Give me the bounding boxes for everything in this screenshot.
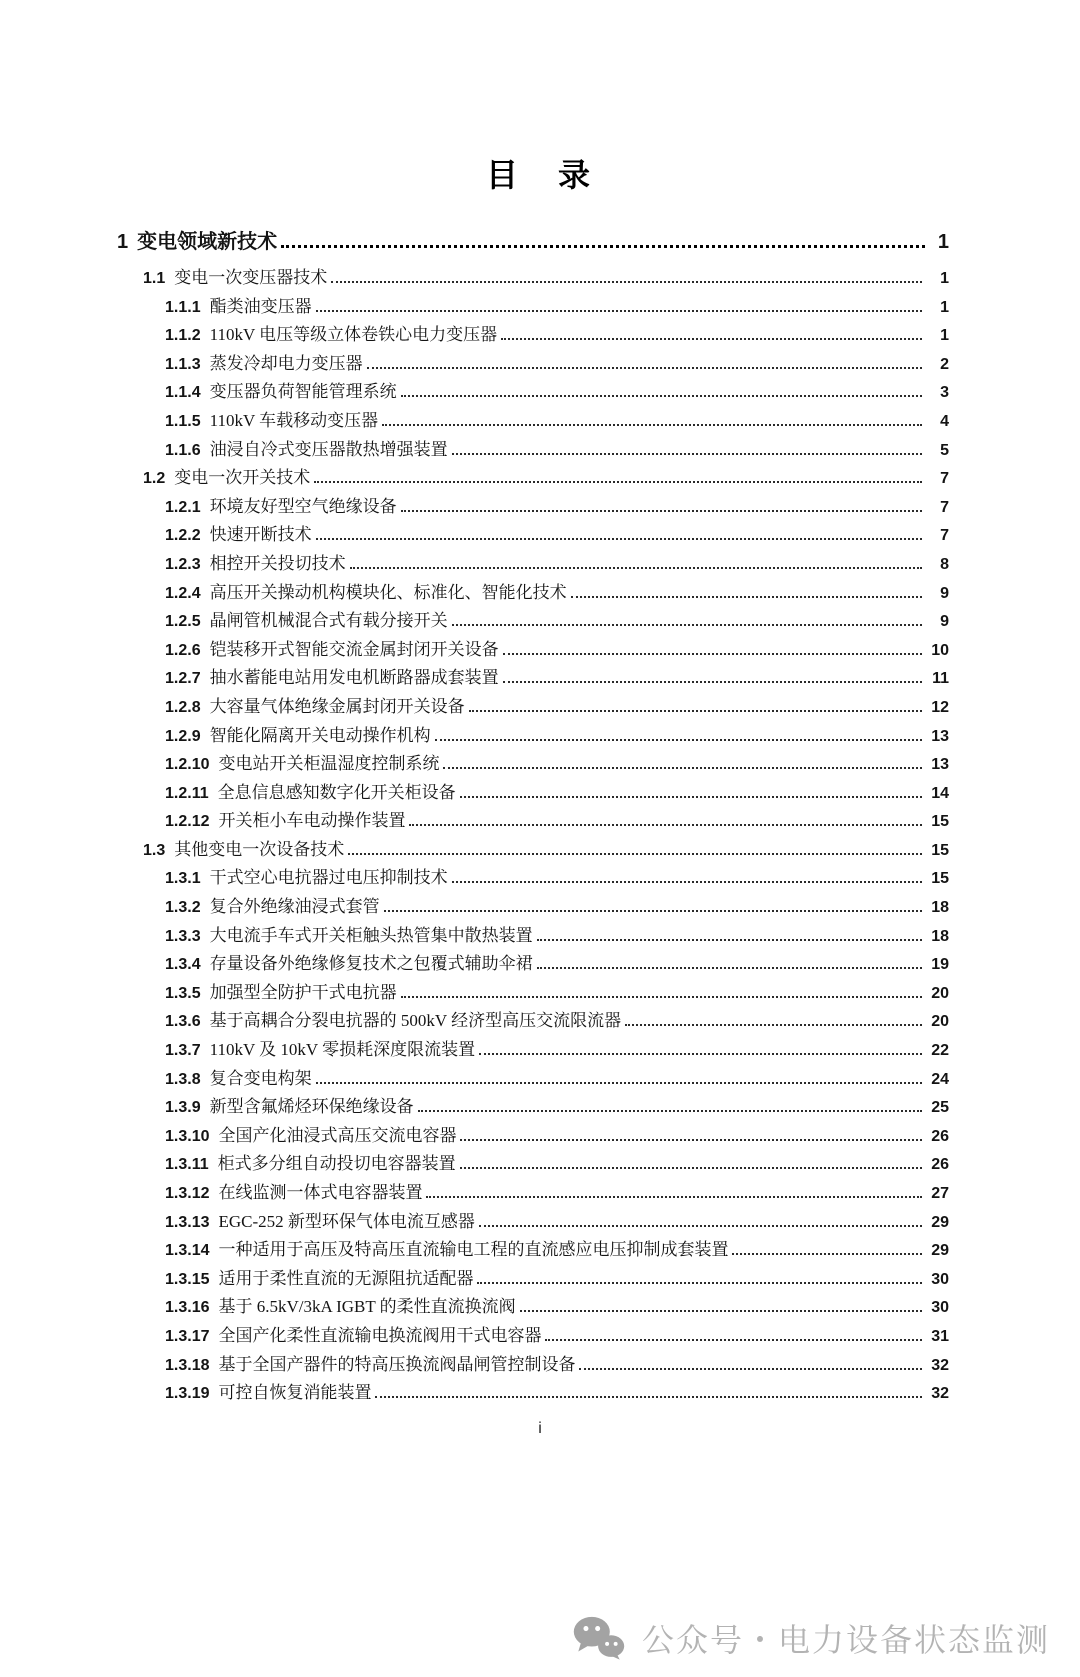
watermark-text: 公众号・电力设备状态监测 [641,1622,1050,1658]
dotted-leader [418,1110,922,1112]
toc-entry-number: 1.3 [143,841,166,859]
dotted-leader [384,910,922,912]
toc-entry-number: 1.3.17 [165,1327,210,1345]
toc-entry[interactable] [0,750,1080,779]
toc-entry-label: 110kV 及 10kV 零损耗深度限流装置 [209,1040,476,1060]
toc-entry-number: 1.3.10 [165,1127,210,1145]
toc-entry[interactable] [0,1265,1080,1294]
toc-entry-page: 5 [940,441,949,459]
toc-entry[interactable] [0,293,1080,322]
dotted-leader [316,1082,922,1084]
dotted-leader [350,567,922,569]
dotted-leader [537,939,922,941]
dotted-leader [545,1339,922,1341]
toc-entry[interactable] [0,550,1080,579]
toc-entry-number: 1.1.4 [165,384,201,402]
toc-entry-label: 变压器负荷智能管理系统 [209,382,397,402]
toc-entry-number: 1.3.19 [165,1385,210,1403]
toc-entry[interactable] [0,436,1080,465]
toc-entry-label: 加强型全防护干式电抗器 [209,982,397,1002]
toc-entry-page: 24 [931,1070,949,1088]
toc-entry[interactable] [0,1293,1080,1322]
toc-entry[interactable] [0,1208,1080,1237]
dotted-leader [452,624,922,626]
toc-entry-number: 1.3.5 [165,984,201,1002]
toc-entry-number: 1.3.18 [165,1356,210,1374]
wechat-icon [572,1615,626,1661]
dotted-leader [501,338,922,340]
toc-entry-page: 8 [940,555,949,573]
dotted-leader [503,653,922,655]
toc-entry-page: 13 [931,756,949,774]
toc-entry-number: 1.2 [143,470,166,488]
toc-entry-label: 大容量气体绝缘金属封闭开关设备 [209,696,465,716]
toc-entry-page: 14 [931,784,949,802]
toc-entry[interactable] [0,922,1080,951]
toc-entry-page: 32 [931,1356,949,1374]
toc-entry-label: 其他变电一次设备技术 [174,839,345,859]
toc-entry-page: 10 [931,641,949,659]
toc-entry[interactable] [0,1036,1080,1065]
toc-entry-number: 1.3.6 [165,1013,201,1031]
toc-entry-number: 1.3.12 [165,1185,210,1202]
footer-page-number: i [538,1419,542,1437]
toc-entry-number: 1.2.11 [165,784,209,802]
toc-entry-page: 1 [940,327,949,345]
toc-entry-label: 干式空心电抗器过电压抑制技术 [209,868,448,888]
dotted-leader [469,710,922,712]
toc-entry-label: 变电一次变压器技术 [174,268,328,287]
toc-entry[interactable] [0,893,1080,922]
dotted-leader [537,967,922,969]
toc-entry-number: 1.2.10 [165,756,210,774]
toc-entry-number: 1.2.5 [165,613,201,631]
toc-entry-page: 29 [931,1242,949,1260]
toc-entry-page: 11 [932,670,949,688]
toc-entry-label: 高压开关操动机构模块化、标准化、智能化技术 [209,582,567,602]
toc-entry-page: 1 [940,270,949,287]
toc-entry-page: 13 [931,727,949,745]
toc-entry[interactable] [0,1179,1080,1208]
toc-entry-label: 变电一次开关技术 [174,468,311,488]
toc-entry-page: 25 [931,1099,949,1117]
toc-entry-number: 1.3.13 [165,1213,210,1231]
toc-entry[interactable] [0,1122,1080,1151]
toc-entry-number: 1.1.2 [165,327,201,345]
toc-entry-page: 20 [931,1013,949,1031]
toc-entry-label: 可控自恢复消能装置 [218,1383,372,1403]
toc-entry-number: 1.2.12 [165,813,210,831]
toc-entry[interactable] [0,1322,1080,1351]
toc-entry-page: 15 [931,870,949,888]
toc-entry-label: 环境友好型空气绝缘设备 [209,496,397,516]
toc-entry-number: 1.3.9 [165,1099,201,1117]
toc-entry[interactable] [0,807,1080,836]
toc-entry-number: 1.3.4 [165,956,201,974]
dotted-leader [460,1139,922,1141]
toc-entry[interactable] [0,464,1080,493]
toc-entry-number: 1.3.8 [165,1070,201,1088]
toc-entry[interactable] [0,1007,1080,1036]
dotted-leader [281,245,925,248]
toc-entry-label: 存量设备外绝缘修复技术之包覆式辅助伞裙 [209,954,533,974]
toc-entry-page: 9 [940,613,949,631]
dotted-leader [452,453,922,455]
dotted-leader [503,681,922,683]
toc-entry-label: 蒸发冷却电力变压器 [209,353,363,373]
toc-entry-number: 1 [117,231,129,253]
toc-entry[interactable] [0,979,1080,1008]
toc-entry-page: 7 [940,470,949,488]
toc-page [0,150,1080,1677]
toc-entry-number: 1.2.3 [165,555,201,573]
toc-entry-label: 开关柜小车电动操作装置 [218,811,406,831]
toc-entry-label: 全国产化油浸式高压交流电容器 [218,1125,457,1145]
toc-entry-page: 7 [940,498,949,516]
watermark [572,1615,1050,1661]
toc-entry-label: 快速开断技术 [209,525,312,545]
dotted-leader [316,310,922,312]
toc-entry-label: 适用于柔性直流的无源阻抗适配器 [218,1268,474,1288]
dotted-leader [571,596,922,598]
toc-entry-number: 1.2.8 [165,698,201,716]
toc-entry[interactable] [0,836,1080,865]
toc-entry-number: 1.3.14 [165,1242,210,1260]
toc-entry-number: 1.2.7 [165,670,201,688]
toc-entry-label: EGC-252 新型环保气体电流互感器 [218,1211,475,1231]
toc-entry[interactable] [0,607,1080,636]
toc-entry-number: 1.1.5 [165,412,201,430]
dotted-leader [625,1024,922,1026]
toc-entry-number: 1.1.1 [165,298,201,316]
toc-entry[interactable] [0,950,1080,979]
toc-entry[interactable] [0,636,1080,665]
toc-entry[interactable] [0,864,1080,893]
toc-entry[interactable] [0,1150,1080,1179]
dotted-leader [435,739,922,741]
toc-entry[interactable] [0,493,1080,522]
toc-entry-page: 4 [940,412,949,430]
toc-entry-label: 110kV 车载移动变压器 [209,410,379,430]
toc-entry[interactable] [0,1093,1080,1122]
toc-entry-number: 1.3.16 [165,1299,210,1317]
toc-entry-label: 抽水蓄能电站用发电机断路器成套装置 [209,668,499,688]
toc-entry-number: 1.3.3 [165,927,201,945]
toc-entry-page: 30 [931,1270,949,1288]
toc-entry-number: 1.1 [143,270,166,287]
toc-entry-page: 18 [931,899,949,917]
toc-entry[interactable] [0,664,1080,693]
dotted-leader [732,1253,922,1255]
toc-entry-page: 15 [931,813,949,831]
toc-entry-number: 1.2.4 [165,584,201,602]
toc-entry[interactable] [0,321,1080,350]
toc-entry-label: 铠装移开式智能交流金属封闭开关设备 [209,639,499,659]
dotted-leader [460,1167,922,1169]
dotted-leader [520,1310,922,1312]
toc-entry-label: 基于高耦合分裂电抗器的 500kV 经济型高压交流限流器 [209,1011,622,1031]
dotted-leader [401,510,922,512]
toc-entry[interactable] [0,1236,1080,1265]
toc-entry-label: 全息信息感知数字化开关柜设备 [217,782,456,802]
toc-entry-label: 变电站开关柜温湿度控制系统 [218,754,440,774]
dotted-leader [375,1396,922,1398]
toc-entry-page: 3 [940,384,949,402]
toc-entry-page: 1 [937,231,949,253]
toc-entry[interactable] [0,1379,1080,1408]
toc-entry-page: 30 [931,1299,949,1317]
dotted-leader [348,853,922,855]
toc-entry[interactable] [0,1065,1080,1094]
toc-entry-label: 相控开关投切技术 [209,553,346,573]
toc-entry-number: 1.1.3 [165,355,201,373]
toc-entry-number: 1.2.2 [165,527,201,545]
toc-entry-number: 1.3.15 [165,1270,210,1288]
toc-entry-page: 20 [931,984,949,1002]
toc-entry-page: 22 [931,1042,949,1060]
toc-entry-page: 12 [931,698,949,716]
toc-list [0,220,1080,1408]
toc-entry-number: 1.3.1 [165,870,201,888]
toc-entry-page: 31 [931,1327,949,1345]
toc-entry-page: 7 [940,527,949,545]
dotted-leader [479,1053,922,1055]
toc-entry-page: 18 [931,927,949,945]
toc-entry[interactable] [0,220,1080,264]
dotted-leader [401,996,922,998]
toc-entry-label: 110kV 电压等级立体卷铁心电力变压器 [209,325,498,345]
toc-entry[interactable] [0,779,1080,808]
toc-entry-label: 基于 6.5kV/3kA IGBT 的柔性直流换流阀 [218,1297,516,1317]
toc-entry-label: 一种适用于高压及特高压直流输电工程的直流感应电压抑制成套装置 [218,1240,729,1260]
toc-entry[interactable] [0,1351,1080,1380]
toc-entry-label: 复合外绝缘油浸式套管 [209,897,380,917]
toc-entry-label: 酯类油变压器 [209,296,312,316]
toc-entry-number: 1.3.7 [165,1042,201,1060]
toc-entry-label: 新型含氟烯烃环保绝缘设备 [209,1097,414,1117]
dotted-leader [579,1368,922,1370]
toc-entry-label: 基于全国产器件的特高压换流阀晶闸管控制设备 [218,1354,576,1374]
toc-entry-number: 1.3.2 [165,899,201,917]
dotted-leader [443,767,922,769]
toc-entry-page: 26 [931,1127,949,1145]
dotted-leader [401,395,922,397]
toc-entry-page: 15 [931,841,949,859]
toc-entry-page: 26 [931,1156,949,1174]
dotted-leader [316,538,922,540]
dotted-leader [331,281,922,283]
toc-entry-page: 2 [940,355,949,373]
toc-entry-label: 全国产化柔性直流输电换流阀用干式电容器 [218,1325,542,1345]
dotted-leader [477,1282,922,1284]
toc-entry[interactable] [0,264,1080,293]
toc-entry-number: 1.2.6 [165,641,201,659]
toc-entry-label: 智能化隔离开关电动操作机构 [209,725,431,745]
toc-entry-label: 复合变电构架 [209,1068,312,1088]
dotted-leader [314,481,922,483]
toc-entry[interactable] [0,378,1080,407]
dotted-leader [426,1196,922,1198]
toc-entry-label: 油浸自冷式变压器散热增强装置 [209,439,448,459]
toc-entry-page: 1 [940,298,949,316]
toc-entry[interactable] [0,521,1080,550]
toc-entry-number: 1.1.6 [165,441,201,459]
toc-entry[interactable] [0,407,1080,436]
toc-entry-page: 29 [931,1213,949,1231]
toc-entry-page: 27 [931,1185,949,1202]
toc-entry-label: 晶闸管机械混合式有载分接开关 [209,611,448,631]
page-title: 目 录 [485,157,594,193]
toc-entry-page: 32 [931,1385,949,1403]
toc-entry-page: 9 [940,584,949,602]
toc-entry-label: 柜式多分组自动投切电容器装置 [217,1154,456,1174]
dotted-leader [382,424,922,426]
dotted-leader [452,881,922,883]
toc-entry-number: 1.3.11 [165,1156,209,1174]
toc-entry[interactable] [0,693,1080,722]
dotted-leader [409,824,922,826]
toc-entry[interactable] [0,579,1080,608]
toc-entry-label: 变电领域新技术 [137,231,278,253]
toc-entry-number: 1.2.9 [165,727,201,745]
toc-entry-label: 大电流手车式开关柜触头热管集中散热装置 [209,925,533,945]
toc-entry-number: 1.2.1 [165,498,201,516]
toc-entry[interactable] [0,722,1080,751]
dotted-leader [460,796,922,798]
toc-entry-label: 在线监测一体式电容器装置 [218,1183,423,1202]
toc-entry-page: 19 [931,956,949,974]
dotted-leader [479,1225,922,1227]
toc-entry[interactable] [0,350,1080,379]
dotted-leader [367,367,922,369]
